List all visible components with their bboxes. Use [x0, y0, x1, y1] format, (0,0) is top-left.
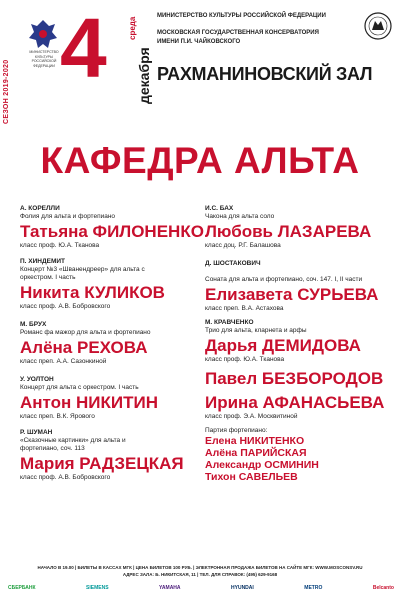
- program-item: [20, 321, 195, 366]
- performer: Мария РАДЗЕЦКАЯ: [20, 454, 184, 473]
- program-item: [20, 258, 195, 311]
- performer: Елизавета СУРЬЕВА: [205, 285, 379, 304]
- conservatory-name-line1: МОСКОВСКАЯ ГОСУДАРСТВЕННАЯ КОНСЕРВАТОРИЯ: [157, 30, 319, 36]
- composer: Р. ШУМАН: [20, 429, 53, 436]
- work-title: Чакона для альта соло: [205, 213, 275, 220]
- hall-name: РАХМАНИНОВСКИЙ ЗАЛ: [157, 64, 373, 84]
- work-title: «Сказочные картинки» для альта и фортепиано, соч. 113: [20, 437, 126, 452]
- sponsor-logo: SIEMENS: [86, 585, 109, 591]
- performer: Татьяна ФИЛОНЕНКО: [20, 222, 204, 241]
- work-title: Концерт №3 «Шванендреер» для альта с оркестром. I часть: [20, 266, 145, 281]
- program-item: [205, 205, 395, 250]
- teacher-class: класс проф. А.В. Бобровского: [20, 474, 111, 481]
- conservatory-logo-icon: [363, 10, 393, 44]
- composer: Д. ШОСТАКОВИЧ: [205, 260, 261, 267]
- program-item: [205, 369, 395, 389]
- pianist-name: Алёна ПАРИЙСКАЯ: [205, 447, 307, 459]
- ministry-name: МИНИСТЕРСТВО КУЛЬТУРЫ РОССИЙСКОЙ ФЕДЕРАЦИИ: [157, 13, 326, 19]
- pianist-name: Александр ОСМИНИН: [205, 459, 319, 471]
- footer-address: АДРЕС ЗАЛА: Б. НИКИТСКАЯ, 11 | ТЕЛ. ДЛЯ СПРАВОК: (495) 629-9168: [122, 572, 278, 577]
- piano-label: Партия фортепиано:: [205, 427, 268, 434]
- program-item: [205, 393, 395, 421]
- sponsor-logo: HYUNDAI: [231, 585, 254, 591]
- composer: П. ХИНДЕМИТ: [20, 258, 66, 265]
- program-item: [205, 260, 395, 313]
- teacher-class: класс проф. Э.А. Москвитиной: [205, 413, 298, 420]
- day-number: 4: [60, 1, 107, 95]
- program-item: [205, 319, 395, 364]
- sponsor-strip: [8, 581, 394, 595]
- performer: Павел БЕЗБОРОДОВ: [205, 369, 384, 388]
- teacher-class: класс преп. В.А. Астахова: [205, 305, 284, 312]
- composer: И.С. БАХ: [205, 205, 234, 212]
- program-item: [20, 205, 204, 250]
- teacher-class: класс проф. Ю.А. Тканова: [205, 356, 285, 363]
- performer: Никита КУЛИКОВ: [20, 283, 165, 302]
- work-title: Фолия для альта и фортепиано: [20, 213, 116, 220]
- work-title: Концерт для альта с оркестром. I часть: [20, 384, 139, 391]
- performer: Любовь ЛАЗАРЕВА: [205, 222, 372, 241]
- footer-info: НАЧАЛО В 19.00 | БИЛЕТЫ В КАССАХ МГК | ЦЕНА БИЛЕТОВ 100 РУБ. | ЭЛЕКТРОННАЯ ПРОДАЖА БИЛЕТОВ НА САЙТЕ МГК: WWW.MOSCONSV.RU: [37, 565, 363, 570]
- sponsor-logo: СБЕРБАНК: [8, 585, 36, 591]
- program-item: [20, 376, 195, 421]
- sponsor-logo: YAMAHA: [159, 585, 181, 591]
- emblem-caption: МИНИСТЕРСТВО КУЛЬТУРЫ РОССИЙСКОЙ ФЕДЕРАЦИИ: [29, 50, 59, 68]
- pianist-name: Тихон САВЕЛЬЕВ: [205, 471, 298, 483]
- teacher-class: класс преп. А.А. Сазонкиной: [20, 358, 107, 365]
- composer: М. БРУХ: [20, 321, 47, 328]
- work-title: Романс фа мажор для альта и фортепиано: [20, 329, 151, 336]
- performer: Антон НИКИТИН: [20, 393, 158, 412]
- teacher-class: класс преп. В.К. Ярового: [20, 413, 95, 420]
- work-title: Соната для альта и фортепиано, соч. 147. I, II части: [205, 276, 363, 283]
- program-item: [20, 429, 195, 482]
- program-left-column: [20, 205, 204, 482]
- month: декабря: [136, 47, 152, 104]
- conservatory-name-line2: ИМЕНИ П.И. ЧАЙКОВСКОГО: [157, 39, 241, 45]
- piano-block: [205, 427, 395, 483]
- performer: Ирина АФАНАСЬЕВА: [205, 393, 385, 412]
- sponsor-logo: Belcanto: [372, 585, 394, 591]
- date-month-block: [128, 14, 150, 104]
- program-right-column: [205, 205, 395, 483]
- composer: У. УОЛТОН: [20, 376, 54, 383]
- season-label: СЕЗОН 2019-2020: [3, 59, 10, 124]
- work-title: Трио для альта, кларнета и арфы: [205, 327, 307, 334]
- composer: М. КРАВЧЕНКО: [205, 319, 254, 326]
- page-title: КАФЕДРА АЛЬТА: [40, 140, 360, 181]
- composer: А. КОРЕЛЛИ: [20, 205, 60, 212]
- pianist-name: Елена НИКИТЕНКО: [205, 435, 305, 447]
- teacher-class: класс доц. Р.Г. Балашова: [205, 242, 281, 249]
- weekday: среда: [128, 16, 137, 40]
- teacher-class: класс проф. А.В. Бобровского: [20, 303, 111, 310]
- performer: Алёна РЕХОВА: [20, 338, 148, 357]
- performer: Дарья ДЕМИДОВА: [205, 336, 361, 355]
- teacher-class: класс проф. Ю.А. Тканова: [20, 242, 100, 249]
- sponsor-logo: METRO: [304, 585, 323, 591]
